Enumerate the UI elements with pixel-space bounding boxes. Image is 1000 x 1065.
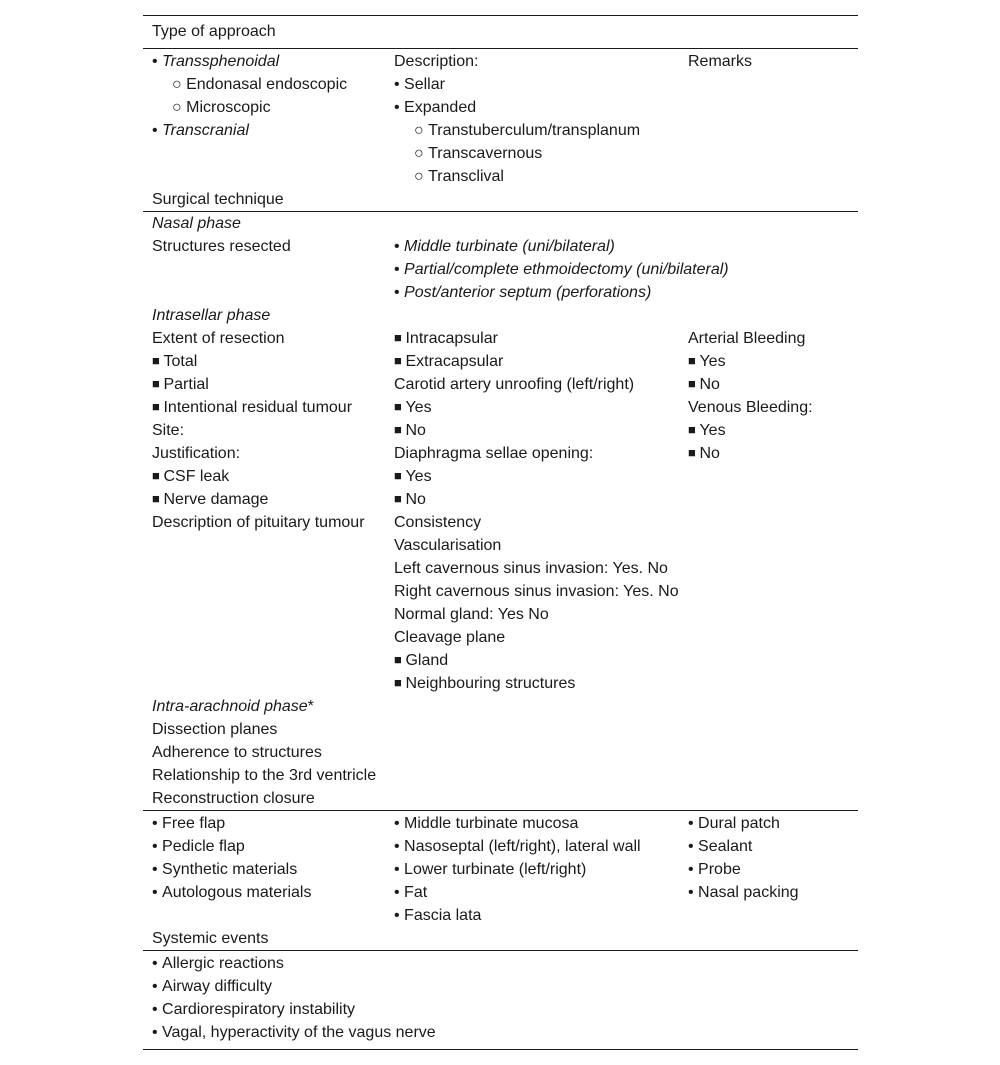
table-row [143, 881, 858, 904]
cardiorespiratory-item: • Cardiorespiratory instability [152, 1001, 355, 1018]
intra-arachnoid-footnote-mark: * [307, 698, 314, 715]
surgical-record-table [143, 15, 858, 1050]
table-row [143, 672, 858, 695]
vagal-item: • Vagal, hyperactivity of the vagus nerve [152, 1024, 436, 1041]
table-row [143, 442, 858, 465]
approach-transsphenoidal: • Transsphenoidal [152, 53, 279, 70]
resection-total-option: ■ Total [152, 353, 197, 370]
approach-transcranial: • Transcranial [152, 122, 249, 139]
table-row [143, 142, 858, 165]
normal-gland-label: Normal gland: Yes No [394, 606, 549, 623]
approach-description-label: Description: [394, 53, 479, 70]
table-row [143, 812, 858, 835]
approach-sellar: • Sellar [394, 76, 445, 93]
nasoseptal-item: • Nasoseptal (left/right), lateral wall [394, 838, 641, 855]
table-row [143, 1021, 858, 1044]
nerve-damage-option: ■ Nerve damage [152, 491, 268, 508]
table-row [143, 396, 858, 419]
venous-bleeding-label: Venous Bleeding: [688, 399, 813, 416]
table-row [143, 580, 858, 603]
table-row [143, 96, 858, 119]
table-bottom-rule [143, 1049, 858, 1050]
carotid-unroofing-no: ■ No [394, 422, 426, 439]
approach-section [143, 49, 858, 211]
autologous-materials-item: • Autologous materials [152, 884, 311, 901]
venous-bleeding-no: ■ No [688, 445, 720, 462]
table-row [143, 511, 858, 534]
table-row [143, 649, 858, 672]
cleavage-neighbouring-option: ■ Neighbouring structures [394, 675, 575, 692]
extent-of-resection-label: Extent of resection [152, 330, 285, 347]
middle-turbinate-mucosa-item: • Middle turbinate mucosa [394, 815, 578, 832]
vascularisation-label: Vascularisation [394, 537, 502, 554]
table-row [143, 488, 858, 511]
table-row [143, 327, 858, 350]
table-row [143, 165, 858, 188]
nasal-packing-item: • Nasal packing [688, 884, 799, 901]
arterial-bleeding-label: Arterial Bleeding [688, 330, 806, 347]
table-row [143, 998, 858, 1021]
consistency-label: Consistency [394, 514, 482, 531]
right-cavernous-invasion: Right cavernous sinus invasion: Yes. No [394, 583, 679, 600]
table-row [143, 419, 858, 442]
sealant-item: • Sealant [688, 838, 752, 855]
pedicle-flap-item: • Pedicle flap [152, 838, 245, 855]
table-row [143, 975, 858, 998]
header-title: Type of approach [152, 23, 276, 40]
approach-remarks: Remarks [688, 53, 753, 70]
cleavage-plane-label: Cleavage plane [394, 629, 506, 646]
table-row [143, 258, 858, 281]
airway-difficulty-item: • Airway difficulty [152, 978, 272, 995]
diaphragma-opening-label: Diaphragma sellae opening: [394, 445, 594, 462]
table-row [143, 212, 858, 235]
arterial-bleeding-yes: ■ Yes [688, 353, 726, 370]
structures-resected-label: Structures resected [152, 238, 291, 255]
table-row [143, 626, 858, 649]
table-row [143, 695, 858, 718]
surgical-technique-title: Surgical technique [152, 191, 284, 208]
fascia-lata-item: • Fascia lata [394, 907, 481, 924]
extracapsular-option: ■ Extracapsular [394, 353, 503, 370]
table-row [143, 557, 858, 580]
dissection-planes-label: Dissection planes [152, 721, 278, 738]
arterial-bleeding-no: ■ No [688, 376, 720, 393]
approach-microscopic: ○ Microscopic [152, 99, 271, 116]
table-row [143, 281, 858, 304]
table-row [143, 927, 858, 950]
resection-partial-option: ■ Partial [152, 376, 209, 393]
systemic-section [143, 951, 858, 1044]
carotid-unroofing-yes: ■ Yes [394, 399, 432, 416]
free-flap-item: • Free flap [152, 815, 225, 832]
table-row [143, 119, 858, 142]
table-row [143, 718, 858, 741]
systemic-events-title: Systemic events [152, 930, 269, 947]
table-row [143, 373, 858, 396]
justification-label: Justification: [152, 445, 241, 462]
csf-leak-option: ■ CSF leak [152, 468, 229, 485]
table-row [143, 465, 858, 488]
table-row [143, 741, 858, 764]
table-row [143, 235, 858, 258]
approach-transtuberculum: ○ Transtuberculum/transplanum [394, 122, 640, 139]
table-row [143, 904, 858, 927]
intra-arachnoid-title: Intra-arachnoid phase [152, 698, 308, 715]
resection-residual-option: ■ Intentional residual tumour [152, 399, 352, 416]
intrasellar-phase-title: Intrasellar phase [152, 307, 271, 324]
cleavage-gland-option: ■ Gland [394, 652, 448, 669]
surgical-technique-section [143, 212, 858, 810]
approach-expanded: • Expanded [394, 99, 476, 116]
table-row [143, 858, 858, 881]
adherence-label: Adherence to structures [152, 744, 322, 761]
table-row [143, 188, 858, 211]
table-row [143, 835, 858, 858]
reconstruction-closure-label: Reconstruction closure [152, 790, 315, 807]
septum-item: • Post/anterior septum (perforations) [394, 284, 651, 301]
approach-transclival: ○ Transclival [394, 168, 504, 185]
table-header-row [143, 16, 858, 48]
diaphragma-opening-yes: ■ Yes [394, 468, 432, 485]
table-row [143, 50, 858, 73]
table-row [143, 73, 858, 96]
ethmoidectomy-item: • Partial/complete ethmoidectomy (uni/bilateral) [394, 261, 729, 278]
venous-bleeding-yes: ■ Yes [688, 422, 726, 439]
site-label: Site: [152, 422, 185, 439]
probe-item: • Probe [688, 861, 741, 878]
table-row [143, 350, 858, 373]
synthetic-materials-item: • Synthetic materials [152, 861, 297, 878]
table-row [143, 603, 858, 626]
table-row [143, 534, 858, 557]
carotid-unroofing-label: Carotid artery unroofing (left/right) [394, 376, 635, 393]
approach-transcavernous: ○ Transcavernous [394, 145, 542, 162]
middle-turbinate-item: • Middle turbinate (uni/bilateral) [394, 238, 615, 255]
diaphragma-opening-no: ■ No [394, 491, 426, 508]
intracapsular-option: ■ Intracapsular [394, 330, 498, 347]
reconstruction-section [143, 811, 858, 950]
approach-endonasal: ○ Endonasal endoscopic [152, 76, 347, 93]
lower-turbinate-item: • Lower turbinate (left/right) [394, 861, 586, 878]
allergic-reactions-item: • Allergic reactions [152, 955, 284, 972]
fat-item: • Fat [394, 884, 427, 901]
dural-patch-item: • Dural patch [688, 815, 780, 832]
table-row [143, 952, 858, 975]
third-ventricle-label: Relationship to the 3rd ventricle [152, 767, 377, 784]
tumour-description-label: Description of pituitary tumour [152, 514, 365, 531]
nasal-phase-title: Nasal phase [152, 215, 241, 232]
table-row [143, 764, 858, 787]
left-cavernous-invasion: Left cavernous sinus invasion: Yes. No [394, 560, 668, 577]
table-row [143, 787, 858, 810]
table-row [143, 304, 858, 327]
